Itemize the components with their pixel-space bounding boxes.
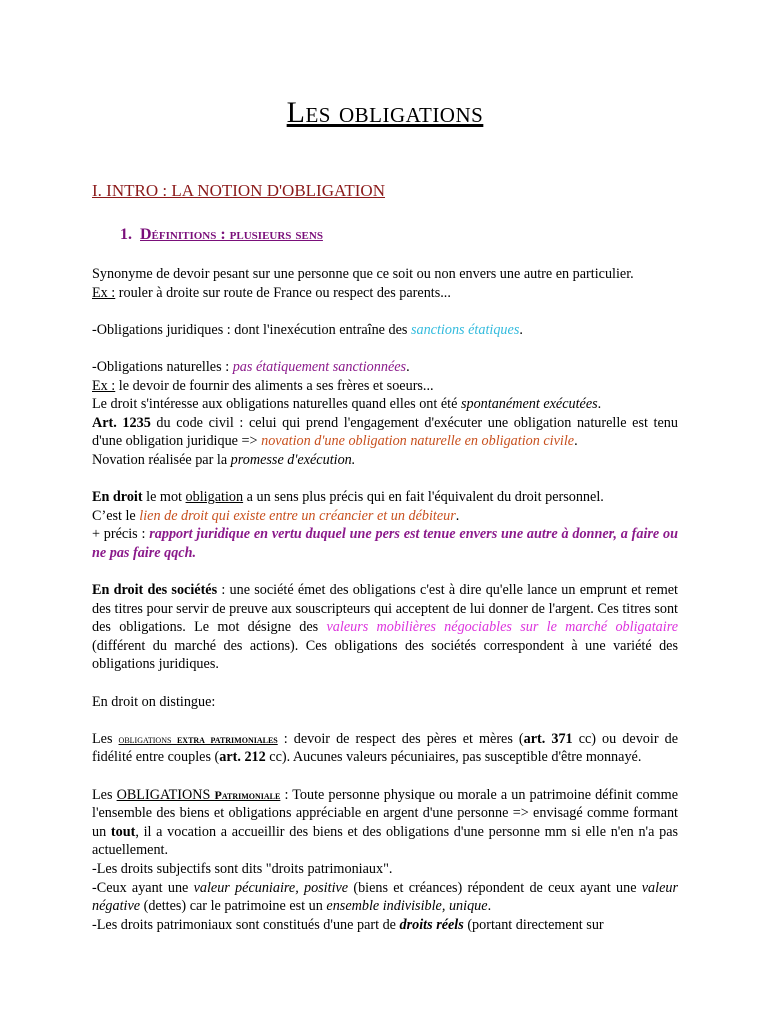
p8-l3i2: valeur négative — [92, 879, 678, 915]
p8-l4a: -Les droits patrimoniaux sont constitués d'une part de — [92, 916, 400, 933]
p2-lead: -Obligations juridiques — [92, 321, 224, 338]
p8-l2: -Les droits subjectifs sont dits "droits patrimoniaux". — [92, 861, 393, 877]
ex-text: rouler à droite sur route de France ou respect des parents... — [115, 284, 451, 301]
ex-label: Ex : — [92, 284, 116, 301]
p8-b: : Toute personne physique ou morale a un patrimoine définit comme l'ensemble des biens et obligations appréciable en argent d'une personne => envisagé comme formant un — [92, 786, 678, 840]
p4-lead: En droit — [92, 489, 143, 506]
paragraph-extra-patrimoniales — [92, 730, 678, 767]
p3-line3-a: Le droit s'intéresse aux obligations naturelles quand elles ont été — [92, 396, 461, 413]
p5-a: : une société émet des obligations c'est à dire qu'elle lance un emprunt et remet des titres pour servir de preuve aux souscripteurs qui acceptent de lui donner de l'argent. Ces titres sont des obligations. Le mot désigne des — [92, 582, 678, 636]
paragraph-obligations-juridiques — [92, 321, 678, 340]
p8-sc: Patrimoniale — [214, 787, 281, 802]
p7-d: cc). Aucunes valeurs pécuniaires, pas susceptible d'être monnayé. — [265, 749, 642, 766]
p3-end: . — [406, 358, 410, 375]
paragraph-synonyme — [92, 265, 678, 302]
p7-art1: art. 371 — [523, 730, 573, 747]
p3-art: Art. 1235 — [92, 414, 151, 431]
paragraph-en-droit — [92, 488, 678, 562]
p3-ex-text: le devoir de fournir des aliments a ses frères et soeurs... — [115, 377, 434, 394]
paragraph-obligations-naturelles — [92, 358, 678, 470]
p3-ex-label: Ex : — [92, 377, 116, 394]
p8-c: , il a vocation a accueillir des biens et des obligations d'une personne mm si elle n'en n'a pas actuellement. — [92, 823, 679, 859]
subsection-title: Définitions : plusieurs sens — [140, 226, 323, 243]
p4-c: C’est le — [92, 507, 140, 524]
p4-d: + précis : — [92, 526, 150, 543]
p3-line3-end: . — [597, 396, 602, 413]
p7-sc2: extra patrimoniales — [176, 731, 278, 746]
p4-bold-colored: rapport juridique en vertu duquel une pers est tenue envers une autre à donner, a faire ou ne pas faire qqch. — [92, 526, 678, 561]
subsection-heading — [120, 226, 323, 244]
p8-u1: OBLIGATIONS — [116, 786, 215, 803]
p8-bold: tout — [110, 823, 136, 840]
p5-lead: En droit des sociétés — [92, 582, 218, 599]
p4-a: le mot — [142, 489, 186, 506]
p8-l3d: . — [487, 898, 492, 915]
p4-c-end: . — [455, 507, 460, 524]
p3-mid: : — [221, 358, 233, 375]
p4-colored: lien de droit qui existe entre un créancier et un débiteur — [139, 507, 456, 524]
p7-a: Les — [92, 730, 119, 747]
p8-l4b: (portant directement sur — [463, 916, 604, 933]
p3-art-end: . — [574, 433, 578, 450]
p8-l3b: (biens et créances) répondent de ceux ayant une — [348, 879, 642, 896]
p3-colored: pas étatiquement sanctionnées — [232, 358, 407, 375]
p7-b: : devoir de respect des pères et mères ( — [277, 730, 524, 747]
p8-a: Les — [92, 786, 117, 803]
p8-l3c: (dettes) car le patrimoine est un — [140, 898, 327, 915]
p7-sc1: obligations — [118, 731, 177, 746]
p2-end: . — [519, 321, 523, 338]
p3-lead: -Obligations naturelles — [92, 358, 222, 375]
paragraph-patrimoniale — [92, 786, 678, 935]
document-body — [92, 265, 678, 934]
p2-mid: : dont l'inexécution entraîne des — [223, 321, 411, 338]
subsection-number: 1. — [120, 226, 132, 243]
p3-art-colored: novation d'une obligation naturelle en obligation civile — [261, 433, 575, 450]
p3-nov-i: promesse d'exécution. — [230, 451, 356, 468]
p8-l3a: -Ceux ayant une — [92, 879, 194, 896]
paragraph-distingue: En droit on distingue: — [92, 693, 216, 710]
p3-nov-a: Novation réalisée par la — [92, 451, 231, 468]
p2-colored: sanctions étatiques — [410, 321, 520, 338]
p4-u: obligation — [185, 489, 244, 506]
p3-line3-i: spontanément exécutées — [460, 396, 598, 413]
p8-l3i: valeur pécuniaire, positive — [193, 879, 349, 896]
p8-l4bi: droits réels — [399, 916, 464, 933]
paragraph-droit-societes — [92, 581, 678, 674]
p8-l3i3: ensemble indivisible, unique — [326, 898, 488, 915]
page-title: Les obligations — [286, 96, 484, 129]
p7-c: cc) ou devoir de fidélité entre couples ( — [92, 730, 678, 766]
p7-art2: art. 212 — [219, 749, 266, 766]
p5-colored: valeurs mobilières négociables sur le marché obligataire — [326, 619, 678, 636]
section-heading: I. INTRO : LA NOTION D'OBLIGATION — [92, 181, 385, 200]
p1-text: Synonyme de devoir pesant sur une personne que ce soit ou non envers une autre en particulier. — [92, 266, 634, 282]
p4-b: a un sens plus précis qui en fait l'équivalent du droit personnel. — [243, 489, 604, 506]
p5-b: (différent du marché des actions). Ces obligations des sociétés correspondent à une variété des obligations juridiques. — [92, 637, 678, 673]
p3-art-text: du code civil : celui qui prend l'engagement d'exécuter une obligation naturelle est tenu d'une obligation juridique => — [92, 414, 678, 450]
